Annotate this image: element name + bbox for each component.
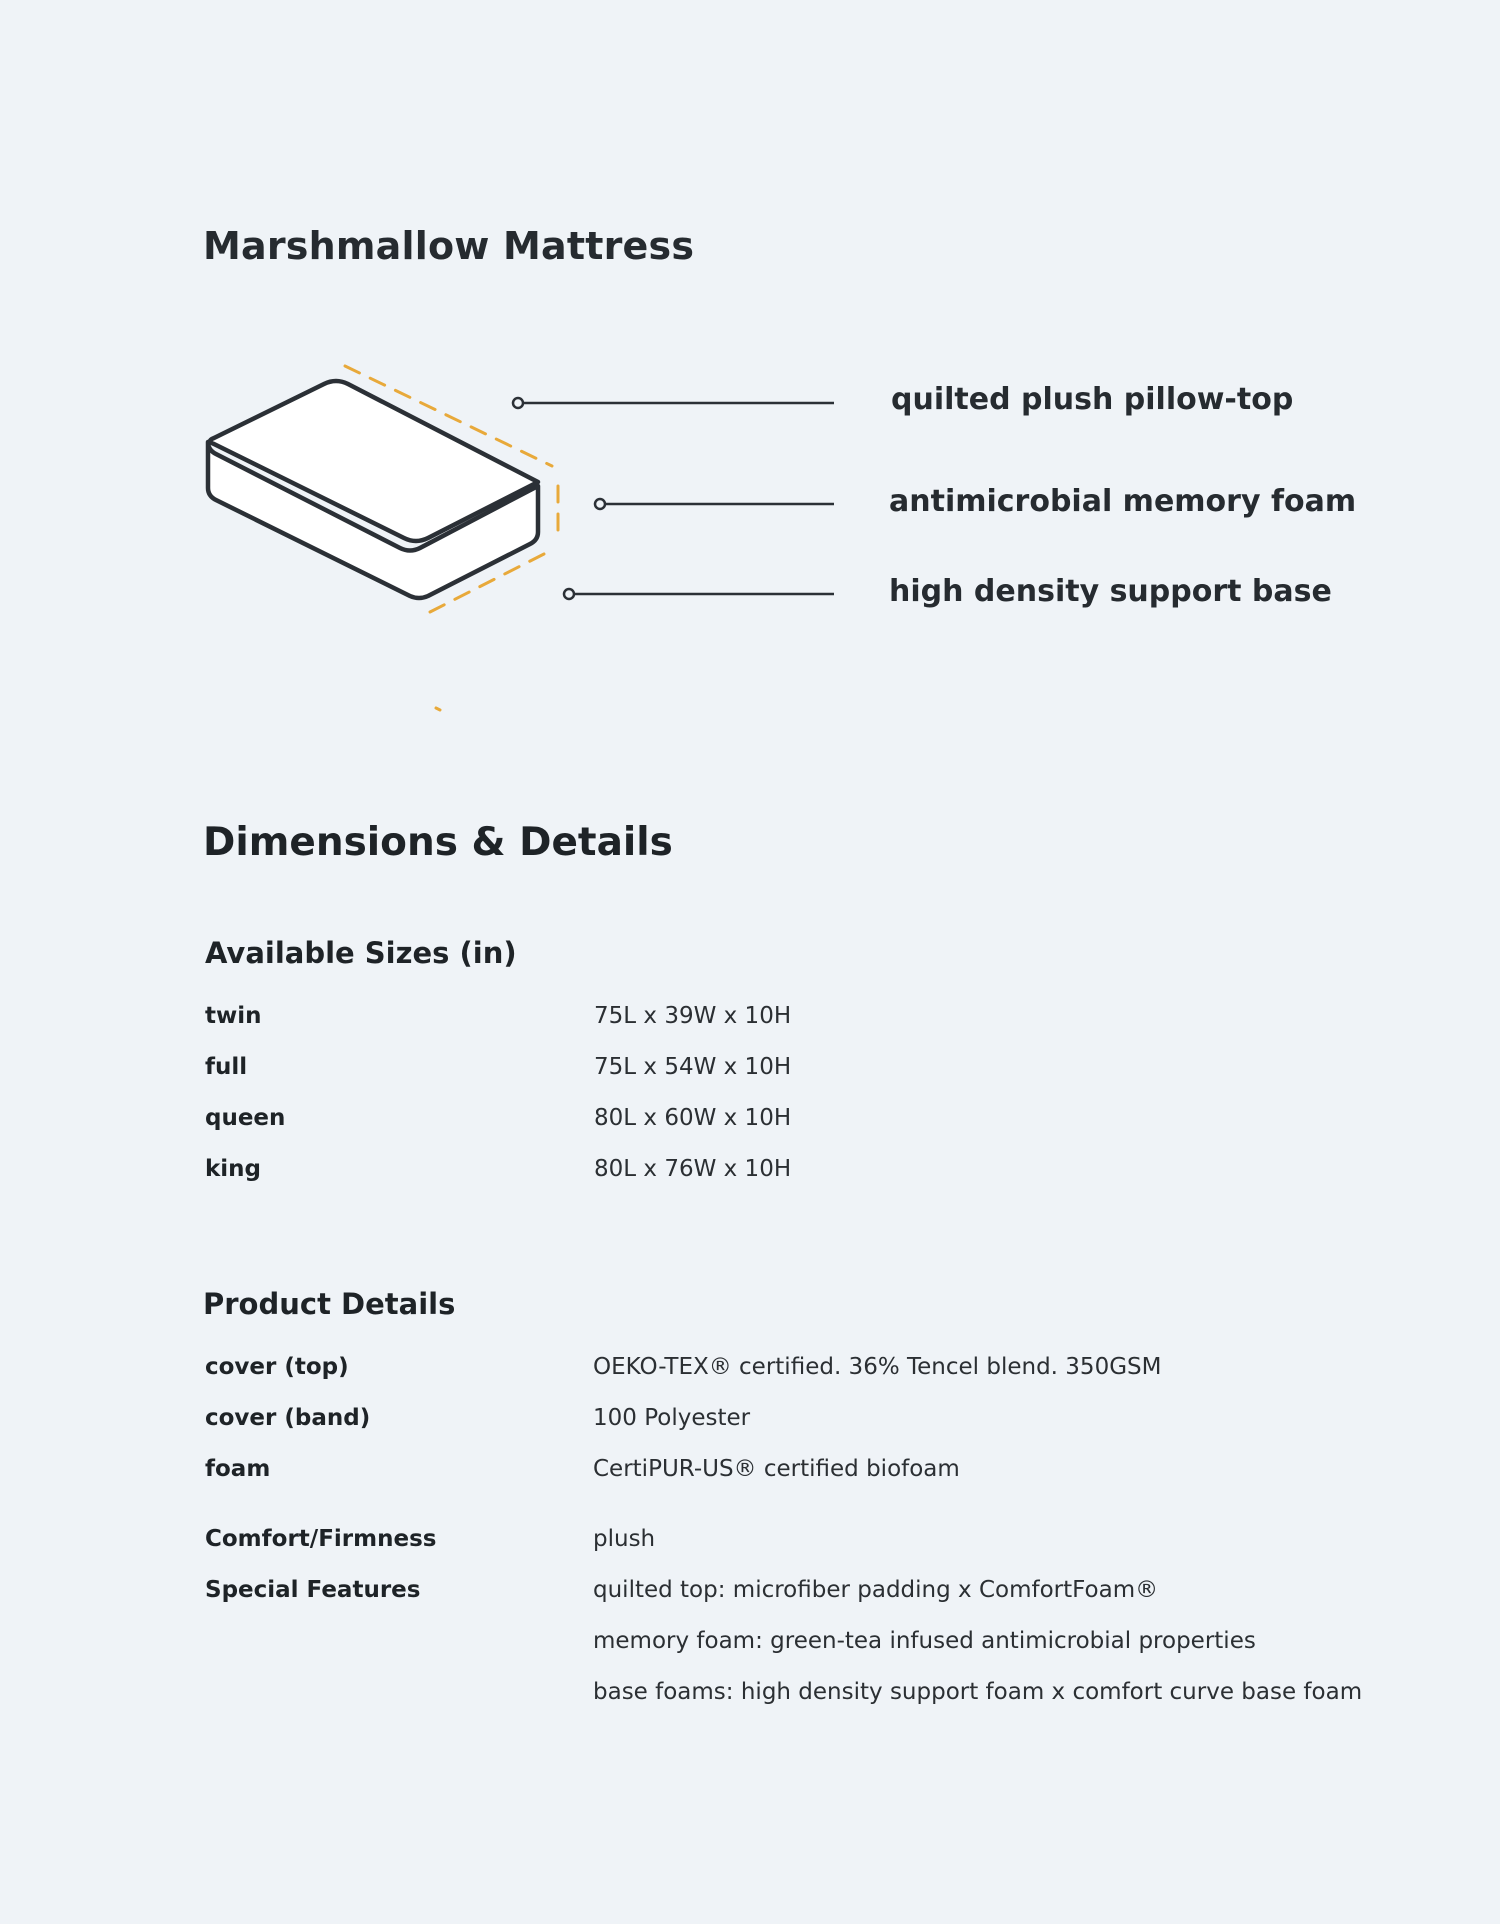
comfort-row bbox=[205, 1526, 1405, 1577]
leader-lines bbox=[513, 398, 834, 599]
size-name: twin bbox=[205, 1003, 262, 1029]
layer-label-pillow-top: quilted plush pillow-top bbox=[891, 382, 1294, 417]
detail-value: CertiPUR-US® certified biofoam bbox=[593, 1456, 960, 1482]
size-value: 75L x 54W x 10H bbox=[594, 1054, 792, 1080]
detail-row bbox=[205, 1354, 1405, 1405]
details-heading: Product Details bbox=[203, 1287, 456, 1321]
sizes-heading: Available Sizes (in) bbox=[205, 936, 517, 970]
page-title: Marshmallow Mattress bbox=[203, 224, 695, 268]
detail-name: cover (top) bbox=[205, 1354, 349, 1380]
detail-row bbox=[205, 1456, 1405, 1507]
special-feature-value: quilted top: microfiber padding x ComfortFoam® bbox=[593, 1577, 1159, 1603]
size-value: 75L x 39W x 10H bbox=[594, 1003, 792, 1029]
layer-label-support-base: high density support base bbox=[889, 574, 1332, 609]
detail-name: cover (band) bbox=[205, 1405, 371, 1431]
mattress-shape bbox=[208, 381, 538, 598]
details-table bbox=[205, 1354, 1405, 1507]
size-name: king bbox=[205, 1156, 262, 1182]
size-value: 80L x 76W x 10H bbox=[594, 1156, 792, 1182]
size-row bbox=[205, 1003, 1405, 1054]
size-value: 80L x 60W x 10H bbox=[594, 1105, 792, 1131]
detail-name: foam bbox=[205, 1456, 271, 1482]
mattress-illustration bbox=[190, 350, 890, 720]
size-row bbox=[205, 1156, 1405, 1207]
guide-tail bbox=[436, 708, 440, 710]
size-row bbox=[205, 1105, 1405, 1156]
size-name: queen bbox=[205, 1105, 286, 1131]
sizes-table bbox=[205, 1003, 1405, 1207]
size-row bbox=[205, 1054, 1405, 1105]
comfort-table bbox=[205, 1526, 1405, 1705]
size-name: full bbox=[205, 1054, 248, 1080]
detail-row bbox=[205, 1405, 1405, 1456]
leader-dot-support-base bbox=[564, 589, 574, 599]
leader-dot-pillow-top bbox=[513, 398, 523, 408]
comfort-value: plush bbox=[593, 1526, 656, 1552]
leader-dot-memory-foam bbox=[595, 499, 605, 509]
special-feature-value: memory foam: green-tea infused antimicrobial properties bbox=[593, 1628, 1256, 1654]
detail-value: 100 Polyester bbox=[593, 1405, 751, 1431]
special-features-row bbox=[205, 1577, 1405, 1705]
layer-label-memory-foam: antimicrobial memory foam bbox=[889, 484, 1357, 519]
detail-value: OEKO-TEX® certified. 36% Tencel blend. 350GSM bbox=[593, 1354, 1162, 1380]
comfort-name: Comfort/Firmness bbox=[205, 1526, 437, 1552]
special-feature-value: base foams: high density support foam x comfort curve base foam bbox=[593, 1679, 1363, 1705]
special-features-name: Special Features bbox=[205, 1577, 421, 1603]
section-title-dimensions: Dimensions & Details bbox=[203, 820, 673, 865]
